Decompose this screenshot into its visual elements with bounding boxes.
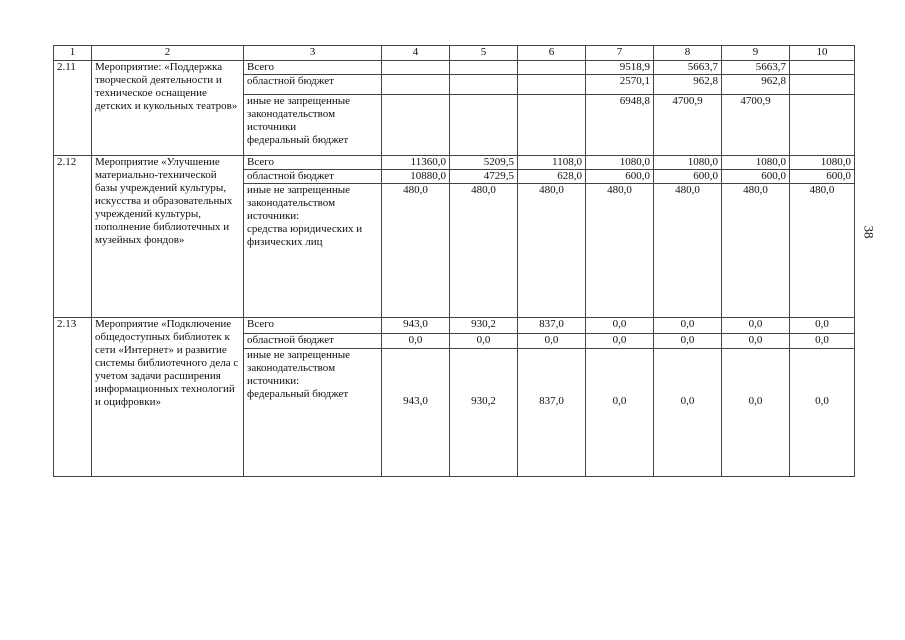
page-number: 38 xyxy=(861,225,877,239)
value-cell: 4700,9 xyxy=(722,95,790,156)
source-label: Всего xyxy=(244,318,382,334)
value-cell: 480,0 xyxy=(450,184,518,318)
value-cell: 0,0 xyxy=(790,318,855,334)
value-cell: 930,2 xyxy=(450,318,518,334)
header-cell: 6 xyxy=(518,46,586,61)
value-cell: 0,0 xyxy=(790,349,855,477)
value-cell: 962,8 xyxy=(722,75,790,95)
value-cell: 943,0 xyxy=(382,318,450,334)
value-cell xyxy=(518,95,586,156)
value-cell: 1080,0 xyxy=(586,156,654,170)
value-cell: 0,0 xyxy=(586,334,654,349)
value-cell: 5663,7 xyxy=(654,61,722,75)
source-label: областной бюджет xyxy=(244,170,382,184)
value-cell: 600,0 xyxy=(654,170,722,184)
value-cell: 0,0 xyxy=(586,349,654,477)
value-cell: 5663,7 xyxy=(722,61,790,75)
value-cell: 480,0 xyxy=(586,184,654,318)
value-cell: 943,0 xyxy=(382,349,450,477)
value-cell xyxy=(790,95,855,156)
source-other: иные не запрещенные законодательством источники xyxy=(247,95,351,133)
value-cell xyxy=(382,95,450,156)
table-row xyxy=(54,156,855,170)
value-cell: 0,0 xyxy=(722,334,790,349)
table-row xyxy=(54,61,855,75)
source-federal: федеральный бюджет xyxy=(247,388,349,400)
value-cell xyxy=(382,61,450,75)
value-cell: 480,0 xyxy=(382,184,450,318)
source-legal: средства юридических и физических лиц xyxy=(247,223,363,248)
value-cell: 6948,8 xyxy=(586,95,654,156)
value-cell: 480,0 xyxy=(654,184,722,318)
header-cell: 2 xyxy=(92,46,244,61)
value-cell xyxy=(518,61,586,75)
value-cell: 0,0 xyxy=(722,318,790,334)
header-cell: 4 xyxy=(382,46,450,61)
row-number: 2.12 xyxy=(54,156,92,318)
value-cell: 4729,5 xyxy=(450,170,518,184)
value-cell xyxy=(382,75,450,95)
value-cell: 4700,9 xyxy=(654,95,722,156)
value-cell: 2570,1 xyxy=(586,75,654,95)
source-label xyxy=(244,184,382,318)
value-cell: 0,0 xyxy=(382,334,450,349)
value-cell xyxy=(450,95,518,156)
value-cell: 600,0 xyxy=(790,170,855,184)
source-other: иные не запрещенные законодательством источники: xyxy=(247,184,351,222)
source-label: Всего xyxy=(244,156,382,170)
source-label: Всего xyxy=(244,61,382,75)
value-cell: 1080,0 xyxy=(790,156,855,170)
source-label xyxy=(244,95,382,156)
value-cell: 0,0 xyxy=(450,334,518,349)
value-cell: 837,0 xyxy=(518,318,586,334)
event-name: Мероприятие: «Поддержка творческой деятельности и техническое оснащение детских и кукольных театров» xyxy=(92,61,244,156)
source-label xyxy=(244,349,382,477)
value-cell xyxy=(790,61,855,75)
event-name: Мероприятие «Подключение общедоступных библиотек к сети «Интернет» и развитие системы библиотечного дела с учетом задачи расширения информационных технологий и оцифровки» xyxy=(92,318,244,477)
value-cell: 0,0 xyxy=(722,349,790,477)
value-cell: 5209,5 xyxy=(450,156,518,170)
header-cell: 8 xyxy=(654,46,722,61)
value-cell: 1080,0 xyxy=(654,156,722,170)
value-cell: 480,0 xyxy=(790,184,855,318)
source-other: иные не запрещенные законодательством источники: xyxy=(247,349,351,387)
value-cell: 480,0 xyxy=(722,184,790,318)
row-number: 2.13 xyxy=(54,318,92,477)
value-cell: 0,0 xyxy=(790,334,855,349)
budget-table xyxy=(53,45,855,477)
value-cell: 600,0 xyxy=(722,170,790,184)
value-cell: 962,8 xyxy=(654,75,722,95)
row-number: 2.11 xyxy=(54,61,92,156)
value-cell xyxy=(450,61,518,75)
value-cell xyxy=(450,75,518,95)
value-cell xyxy=(790,75,855,95)
value-cell: 600,0 xyxy=(586,170,654,184)
header-cell: 5 xyxy=(450,46,518,61)
value-cell: 11360,0 xyxy=(382,156,450,170)
value-cell: 628,0 xyxy=(518,170,586,184)
value-cell: 837,0 xyxy=(518,349,586,477)
value-cell: 480,0 xyxy=(518,184,586,318)
value-cell: 1108,0 xyxy=(518,156,586,170)
value-cell: 0,0 xyxy=(654,349,722,477)
value-cell: 1080,0 xyxy=(722,156,790,170)
value-cell: 9518,9 xyxy=(586,61,654,75)
header-cell: 9 xyxy=(722,46,790,61)
value-cell: 0,0 xyxy=(518,334,586,349)
table-row xyxy=(54,318,855,334)
value-cell: 0,0 xyxy=(586,318,654,334)
value-cell: 0,0 xyxy=(654,334,722,349)
event-name: Мероприятие «Улучшение материально-технической базы учреждений культуры, искусства и образовательных учреждений культуры, пополнение библиотечных и музейных фондов» xyxy=(92,156,244,318)
header-row xyxy=(54,46,855,61)
header-cell: 1 xyxy=(54,46,92,61)
value-cell: 930,2 xyxy=(450,349,518,477)
source-label: областной бюджет xyxy=(244,75,382,95)
source-label: областной бюджет xyxy=(244,334,382,349)
value-cell: 10880,0 xyxy=(382,170,450,184)
header-cell: 7 xyxy=(586,46,654,61)
header-cell: 10 xyxy=(790,46,855,61)
header-cell: 3 xyxy=(244,46,382,61)
value-cell: 0,0 xyxy=(654,318,722,334)
source-federal: федеральный бюджет xyxy=(247,134,349,146)
value-cell xyxy=(518,75,586,95)
